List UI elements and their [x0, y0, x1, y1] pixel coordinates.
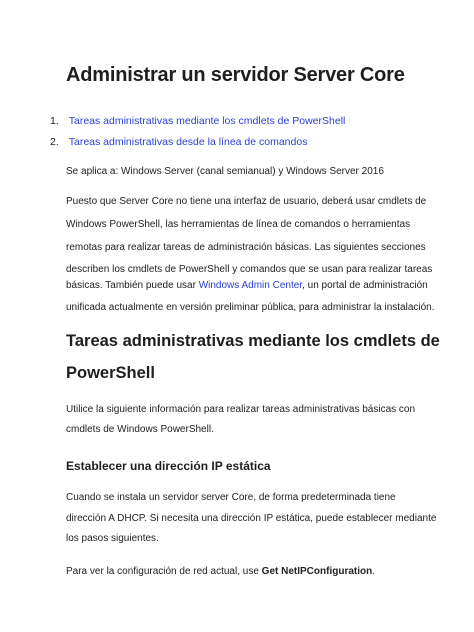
- toc-item-1: [50, 115, 345, 127]
- section-paragraph-line: cmdlets de Windows PowerShell.: [66, 424, 214, 435]
- intro-text: básicas. También puede usar: [66, 280, 199, 291]
- intro-line: [66, 280, 428, 291]
- section-heading-powershell-cont: PowerShell: [66, 364, 155, 382]
- windows-admin-center-link[interactable]: Windows Admin Center: [198, 280, 303, 291]
- toc-item-2: [50, 136, 307, 148]
- intro-text: , un portal de administración: [302, 280, 428, 291]
- command-name: Get NetIPConfiguration: [261, 566, 373, 577]
- toc-number: 1.: [50, 115, 59, 127]
- network-config-line: [66, 566, 375, 577]
- subsection-paragraph-line: los pasos siguientes.: [66, 533, 159, 544]
- section-heading-powershell: Tareas administrativas mediante los cmdlets de: [66, 332, 440, 350]
- intro-line: Puesto que Server Core no tiene una interfaz de usuario, deberá usar cmdlets de: [66, 196, 427, 207]
- subsection-paragraph-line: dirección A DHCP. Si necesita una dirección IP estática, puede establecer mediante: [66, 513, 437, 524]
- toc-number: 2.: [50, 136, 59, 148]
- applies-to-text: Se aplica a: Windows Server (canal semianual) y Windows Server 2016: [66, 166, 384, 177]
- intro-line: describen los cmdlets de PowerShell y comandos que se usan para realizar tareas: [66, 264, 433, 275]
- intro-line: remotas para realizar tareas de administración básicas. Las siguientes secciones: [66, 242, 426, 253]
- subsection-paragraph-line: Cuando se instala un servidor server Core, de forma predeterminada tiene: [66, 492, 396, 503]
- subsection-heading-static-ip: Establecer una dirección IP estática: [66, 459, 271, 473]
- intro-line: unificada actualmente en versión preliminar pública, para administrar la instalación.: [66, 302, 435, 313]
- intro-line: Windows PowerShell, las herramientas de línea de comandos o herramientas: [66, 219, 411, 230]
- section-paragraph-line: Utilice la siguiente información para realizar tareas administrativas básicas con: [66, 404, 416, 415]
- network-config-text: Para ver la configuración de red actual, use: [66, 566, 262, 577]
- toc-link-powershell[interactable]: Tareas administrativas mediante los cmdlets de PowerShell: [68, 115, 346, 127]
- page-title: Administrar un servidor Server Core: [66, 64, 405, 86]
- toc-link-command-line[interactable]: Tareas administrativas desde la línea de comandos: [68, 136, 308, 148]
- network-config-text: .: [372, 566, 376, 577]
